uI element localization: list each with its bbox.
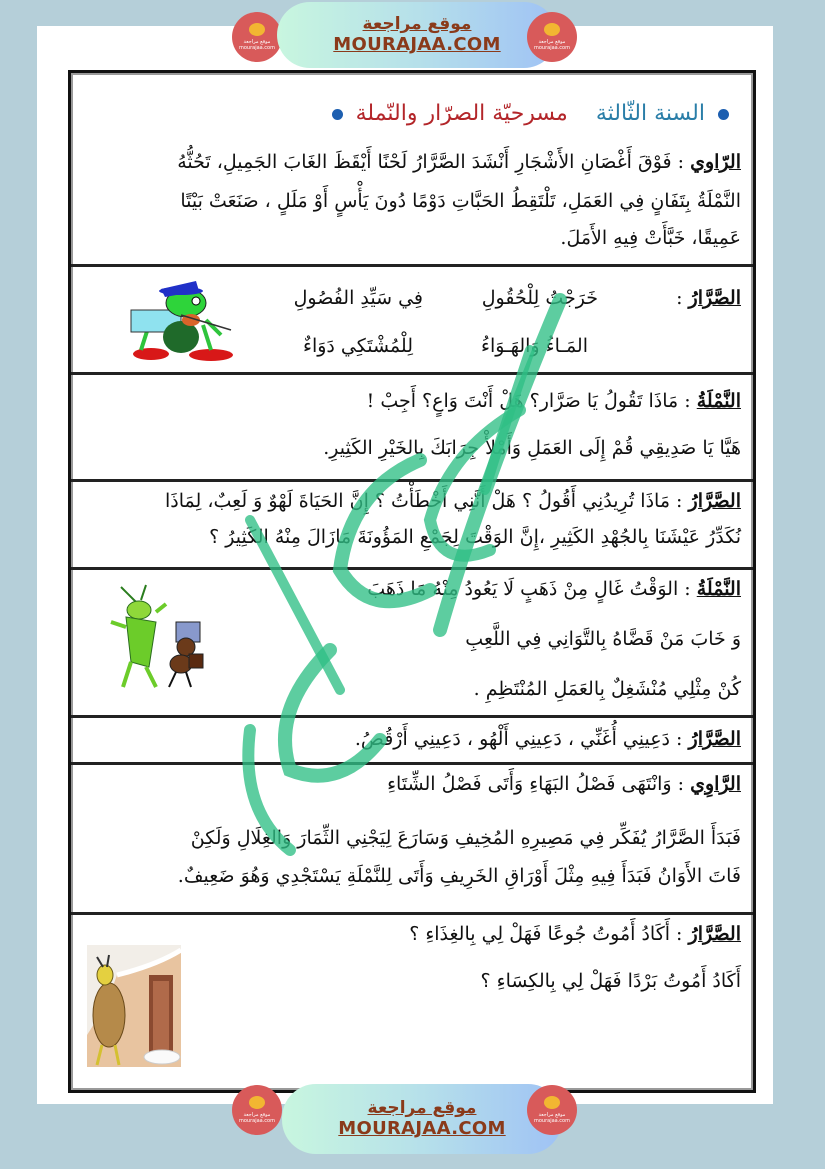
verse-text: خَرَجْتُ لِلْحُقُولِ: [481, 287, 598, 309]
dialogue-line: عَمِيقًا، خَبَّأَتْ فِيهِ الأَمَلَ.: [560, 227, 741, 249]
speaker-label: الرَّاوِي: [690, 773, 741, 795]
book-icon: [249, 1096, 265, 1109]
speaker-label: الرّاوي: [690, 151, 741, 173]
dialogue-row-cricket-2: [71, 718, 753, 765]
dialogue-line: فَبَدَأَ الصَّرَّارُ يُفَكِّر فِي مَصِيرِهِ المُخِيفِ وَسَارَعَ لِيَجْنِي الثِّمَارَ وَالغِلَالِ وَلَكِنْ: [190, 827, 741, 849]
logo-text-en: mourajaa.com: [238, 1118, 275, 1124]
dialogue-line: [177, 151, 741, 173]
grade-label: السنة الثّالثة: [595, 101, 705, 126]
badge-arabic: موقع مراجعة: [367, 1098, 477, 1118]
logo-text-ar: موقع مراجعة: [538, 39, 566, 45]
dialogue-row-ant-1: [71, 375, 753, 482]
verse-text: المَـاءُ وَالهَـوَاءُ: [481, 335, 588, 357]
book-icon: [249, 23, 265, 36]
page-title: [326, 101, 735, 126]
winter-grasshopper-illustration: [87, 945, 181, 1067]
dialogue-line: هَيَّا يَا صَدِيقِي قُمْ إِلَى العَمَلِ وَأَمْلأْ جِرَابَكَ بِالخَيْرِ الكَثِيرِ.: [323, 437, 741, 459]
speaker-label: النَّمْلَةُ: [696, 578, 741, 600]
line-text: : مَاذَا تَقُولُ يَا صَرَّار؟ هَلْ أَنْتَ وَاعٍ؟ أَجِبْ !: [366, 390, 691, 412]
dialogue-line: وَ خَابَ مَنْ قَضَّاهُ بِالتَّوَانِي فِي اللَّعِبِ: [465, 628, 741, 650]
dialogue-line: فَاتَ الأَوَانُ فَبَدَأَ فِيهِ مِثْلَ أَوْرَاقِ الخَرِيفِ وَأَتَى لِلنَّمْلَةِ يَسْتَجْدِي وَهُوَ ضَعِيفٌ.: [177, 865, 741, 887]
verse-text: فِي سَيِّدِ الفُصُولِ: [293, 287, 423, 309]
speaker-label: النَّمْلَةُ: [696, 390, 741, 412]
speaker-label: الصَّرَّارُ: [688, 490, 741, 512]
title-row: [71, 73, 753, 143]
site-badge-header[interactable]: [277, 2, 557, 68]
violin-grasshopper-illustration: [121, 275, 251, 365]
dialogue-line: النَّمْلَةُ بِتَفَانٍ فِي العَمَلِ، تَلْتَقِطُ الحَبَّاتِ دَوْمًا دُونَ يَأْسٍ أَوْ مَلَلٍ ، صَنَعَتْ بَيْتًا: [180, 190, 741, 212]
site-logo-right[interactable]: [527, 12, 577, 62]
book-icon: [544, 23, 560, 36]
ant-grasshopper-illustration: [101, 582, 211, 692]
dialogue-row-ant-2: [71, 570, 753, 718]
speaker-label: الصَّرَّارُ: [688, 923, 741, 945]
badge-arabic: موقع مراجعة: [362, 14, 472, 34]
line-text: : وَانْتَهَى فَصْلُ البَهَاءِ وَأَتَى فَصْلُ الشِّتَاءِ: [387, 773, 685, 795]
line-text: : أَكَادُ أَمُوتُ جُوعًا فَهَلْ لِي بِالغِذَاءِ ؟: [409, 923, 683, 945]
dialogue-row-narrator-1: [71, 143, 753, 267]
logo-text-en: mourajaa.com: [533, 1118, 570, 1124]
logo-text-ar: موقع مراجعة: [243, 39, 271, 45]
dialogue-row-cricket-1: [71, 482, 753, 570]
logo-text-ar: موقع مراجعة: [243, 1112, 271, 1118]
site-logo-right-footer[interactable]: [527, 1085, 577, 1135]
line-text: : دَعِينِي أُغَنِّي ، دَعِينِي أَلْهُو ، دَعِينِي أَرْقُصُ.: [354, 728, 683, 750]
logo-text-en: mourajaa.com: [533, 45, 570, 51]
dialogue-line: [367, 578, 741, 600]
speaker-label: الصَّرَّارُ: [688, 287, 741, 309]
dialogue-line: [387, 773, 741, 795]
bullet-icon: [718, 109, 729, 120]
site-logo-left[interactable]: [232, 12, 282, 62]
verse-text: لِلْمُشْتَكِي دَوَاءٌ: [303, 335, 413, 357]
site-logo-left-footer[interactable]: [232, 1085, 282, 1135]
bullet-icon: [332, 109, 343, 120]
dialogue-line: أَكَادُ أَمُوتُ بَرْدًا فَهَلْ لِي بِالكِسَاءِ ؟: [480, 970, 741, 992]
dialogue-line: [409, 923, 741, 945]
dialogue-row-narrator-2: [71, 765, 753, 915]
badge-english: MOURAJAA.COM: [338, 1118, 506, 1139]
speaker-label: الصَّرَّارُ: [688, 728, 741, 750]
badge-english: MOURAJAA.COM: [333, 34, 501, 55]
speaker-line: الصَّرَّارُ :: [676, 287, 741, 309]
dialogue-line: [355, 728, 741, 750]
line-text: : الوَقْتُ غَالٍ مِنْ ذَهَبٍ لَا يَعُودُ مِنْهُ مَا ذَهَبَ: [367, 578, 691, 600]
play-title: مسرحيّة الصرّار والنّملة: [355, 101, 568, 126]
line-text: : فَوْقَ أَغْصَانِ الأَشْجَارِ أَنْشَدَ الصَّرَّارُ لَحْنًا أَيْقَظَ الغَابَ الجَمِيلِ، تَحُثُّهُ: [177, 151, 685, 173]
dialogue-line: [165, 490, 741, 512]
site-badge-footer[interactable]: [282, 1084, 562, 1154]
dialogue-row-cricket-song: [71, 267, 753, 375]
line-text: : مَاذَا تُرِيدُنِي أَقُولُ ؟ هَلْ أَنَّنِي أَخْطَأْتُ ؟ إِنَّ الحَيَاةَ لَهْوٌ وَ لَعِبٌ، لِمَاذَا: [165, 490, 683, 512]
dialogue-line: [367, 390, 741, 412]
dialogue-line: كُنْ مِثْلِي مُنْشَغِلٌ بِالعَمَلِ المُنْتَظِمِ .: [473, 678, 741, 700]
logo-text-ar: موقع مراجعة: [538, 1112, 566, 1118]
dialogue-line: نُكَدِّرُ عَيْشَنَا بِالجُهْدِ الكَثِيرِ ،إِنَّ الوَقْتَ لِجَمْعِ المَؤُونَةَ مَازَالَ مِنْهُ الكَثِيرُ ؟: [209, 526, 741, 548]
book-icon: [544, 1096, 560, 1109]
dialogue-row-cricket-3: [71, 915, 753, 1090]
logo-text-en: mourajaa.com: [238, 45, 275, 51]
